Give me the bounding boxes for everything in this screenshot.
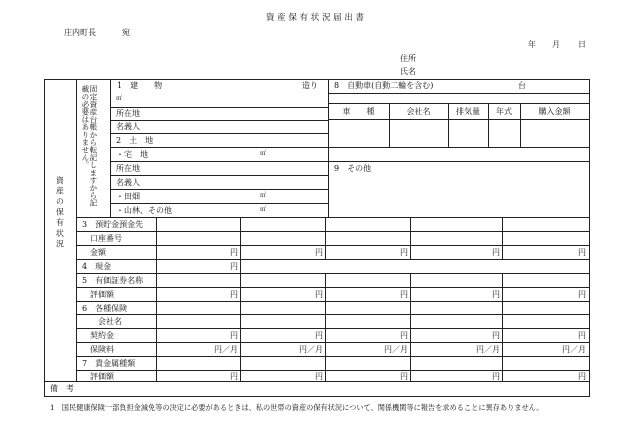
s8-col-price: 購入金額 — [538, 107, 571, 116]
yen-unit: 円 — [578, 248, 586, 257]
yen-unit: 円 — [492, 248, 500, 257]
name-label: 氏名 — [400, 67, 416, 76]
yen-unit: 円 — [492, 290, 500, 299]
yen-unit: 円 — [315, 331, 323, 340]
yen-unit: 円 — [400, 248, 408, 257]
s2-residential: ・宅 地 — [116, 150, 148, 159]
s6-premium: 保険料 — [90, 345, 114, 354]
s2-forest: ・山林、その他 — [116, 206, 172, 215]
s8-unit: 台 — [518, 81, 526, 90]
s2-location: 所在地 — [116, 164, 140, 173]
yen-month-unit: 円／月 — [299, 345, 323, 354]
s2-residential-unit: ㎡ — [260, 150, 267, 157]
s6-contract: 契約金 — [90, 331, 114, 340]
yen-unit: 円 — [230, 290, 238, 299]
yen-month-unit: 円／月 — [562, 345, 586, 354]
date-month: 月 — [552, 40, 560, 49]
asset-holdings-side-label: 資 産 の 保 有 状 況 — [55, 176, 65, 248]
s2-field: ・田畑 — [116, 192, 140, 201]
yen-unit: 円 — [400, 372, 408, 381]
s7-valuation: 評価額 — [90, 372, 114, 381]
addressee-suffix: 宛 — [122, 28, 130, 37]
yen-unit: 円 — [315, 248, 323, 257]
remarks-label: 備 考 — [50, 384, 74, 393]
s2-field-unit: ㎡ — [260, 192, 267, 199]
s2-holder: 名義人 — [116, 178, 140, 187]
date-day: 日 — [578, 40, 586, 49]
s8-col-displacement: 排気量 — [456, 107, 480, 116]
s1-holder: 名義人 — [116, 122, 140, 131]
s1-unit: ㎡ — [116, 95, 123, 102]
date-year: 年 — [528, 40, 536, 49]
yen-unit: 円 — [315, 290, 323, 299]
yen-unit: 円 — [230, 331, 238, 340]
yen-unit: 円 — [230, 248, 238, 257]
s8-title: 8 自動車(自動二輪を含む) — [334, 81, 434, 90]
yen-month-unit: 円／月 — [214, 345, 238, 354]
s4-title: 4 現金 — [82, 262, 112, 271]
yen-unit: 円 — [578, 372, 586, 381]
yen-unit: 円 — [400, 290, 408, 299]
s3-title: 3 預貯金預金先 — [82, 220, 144, 229]
s5-valuation: 評価額 — [90, 290, 114, 299]
s5-title: 5 有価証券名称 — [82, 276, 144, 285]
yen-unit: 円 — [578, 331, 586, 340]
s2-forest-unit: ㎡ — [260, 206, 267, 213]
s3-amount: 金額 — [90, 248, 106, 257]
s8-col-type: 車 種 — [342, 107, 375, 116]
yen-unit: 円 — [230, 372, 238, 381]
footnote: 1 国民健康保険一部負担金減免等の決定に必要があるときは、私の世帯の資産の保有状況について、関係機関等に報告を求めることに異存ありません。 — [50, 403, 544, 412]
s9-title: 9 その他 — [334, 164, 372, 173]
s8-col-company: 会社名 — [406, 107, 431, 116]
s6-company: 会社名 — [98, 317, 122, 326]
yen-unit: 円 — [315, 372, 323, 381]
yen-unit: 円 — [492, 331, 500, 340]
yen-unit: 円 — [400, 331, 408, 340]
yen-unit: 円 — [492, 372, 500, 381]
addressee: 庄内町長 — [64, 28, 96, 37]
s1-structure: 造り — [302, 81, 318, 90]
s6-title: 6 各種保険 — [82, 304, 128, 313]
s1-title: 1 建 物 — [117, 81, 163, 90]
yen-unit: 円 — [578, 290, 586, 299]
yen-month-unit: 円／月 — [384, 345, 408, 354]
s8-col-year: 年式 — [496, 107, 512, 116]
yen-month-unit: 円／月 — [476, 345, 500, 354]
yen-unit: 円 — [230, 262, 238, 271]
s3-account: 口座番号 — [90, 234, 122, 243]
ledger-note: 固定資産台帳から転記しますから記載の必要はありません。 — [80, 85, 98, 207]
address-label: 住所 — [400, 54, 416, 63]
s7-title: 7 貴金属種類 — [82, 359, 136, 368]
form-title: 資 産 保 有 状 況 届 出 書 — [265, 13, 365, 23]
s1-location: 所在地 — [116, 109, 140, 118]
s2-title: 2 土 地 — [116, 136, 154, 145]
